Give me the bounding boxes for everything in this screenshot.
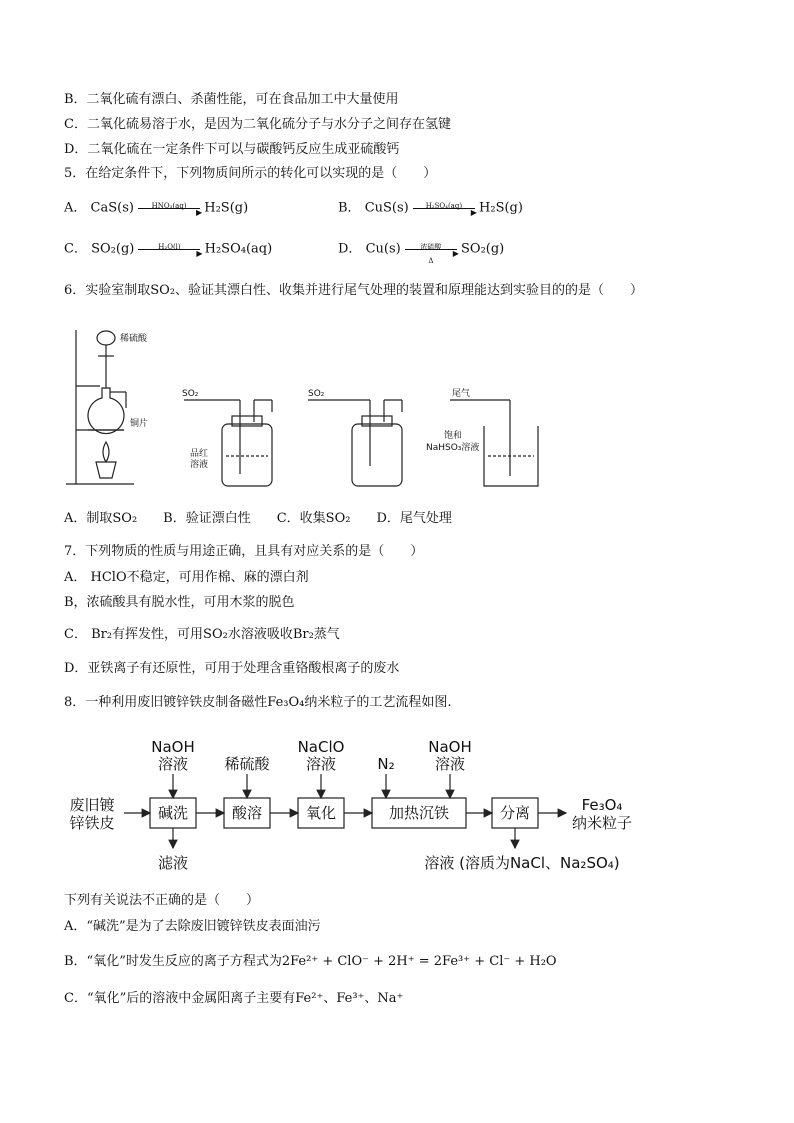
box3-label: 氧化 xyxy=(305,804,337,822)
box1-label: 碱洗 xyxy=(157,804,189,822)
input1-b: 溶液 xyxy=(157,755,189,773)
input5-a: NaOH xyxy=(428,738,472,756)
reaction-arrow: HNO₃(aq) ▶ xyxy=(138,199,200,217)
process-flowchart xyxy=(64,734,664,884)
product: H₂S(g) xyxy=(204,200,249,216)
box2-label: 酸溶 xyxy=(231,804,263,822)
q8-option-a: A．“碱洗”是为了去除废旧镀锌铁皮表面油污 xyxy=(64,919,321,934)
input5-b: 溶液 xyxy=(434,755,466,773)
box5-label: 分离 xyxy=(499,804,531,822)
option-label: C． xyxy=(64,241,87,257)
nahso3-label: NaHSO₃溶液 xyxy=(426,443,480,453)
so2-label-b: SO₂ xyxy=(182,389,199,399)
output2: 溶液 (溶质为NaCl、Na₂SO₄) xyxy=(424,854,620,872)
acid-label: 稀硫酸 xyxy=(120,334,148,344)
q5-option-c xyxy=(64,240,272,259)
input4: N₂ xyxy=(377,755,395,773)
condition: H₂SO₄(aq) xyxy=(425,202,463,210)
q8-ask: 下列有关说法不正确的是（ ） xyxy=(64,893,260,908)
apparatus-figure xyxy=(64,316,624,506)
start-label-1: 废旧镀 xyxy=(69,796,115,814)
q7-option-c: C． Br₂有挥发性，可用SO₂水溶液吸收Br₂蒸气 xyxy=(64,627,340,642)
input3-a: NaClO xyxy=(297,738,345,756)
output1: 滤液 xyxy=(157,854,189,872)
q7-option-b: B，浓硫酸具有脱水性，可用木浆的脱色 xyxy=(64,595,295,610)
product: SO₂(g) xyxy=(461,241,505,257)
reactant: Cu(s) xyxy=(365,241,401,257)
reactant: CuS(s) xyxy=(364,200,409,216)
q8-stem: 8．一种利用废旧镀锌铁皮制备磁性Fe₃O₄纳米粒子的工艺流程如图. xyxy=(64,695,452,710)
input1-a: NaOH xyxy=(151,738,195,756)
heat-symbol: Δ xyxy=(428,257,434,265)
q7-stem: 7．下列物质的性质与用途正确，且具有对应关系的是（ ） xyxy=(64,544,424,559)
q5-stem: 5．在给定条件下，下列物质间所示的转化可以实现的是（ ） xyxy=(64,166,437,181)
so2-label-c: SO₂ xyxy=(308,389,325,399)
pinhong-label: 品红 xyxy=(190,449,209,459)
start-label-2: 锌铁皮 xyxy=(69,814,115,832)
q6-stem: 6．实验室制取SO₂、验证其漂白性、收集并进行尾气处理的装置和原理能达到实验目的的是（ ） xyxy=(64,283,644,298)
option-label: D． xyxy=(338,241,362,257)
q7-option-d: D．亚铁离子有还原性，可用于处理含重铬酸根离子的废水 xyxy=(64,661,400,676)
q6-options: A．制取SO₂ B．验证漂白性 C．收集SO₂ D．尾气处理 xyxy=(64,511,452,526)
input2: 稀硫酸 xyxy=(224,755,270,773)
q8-option-c: C．“氧化”后的溶液中金属阳离子主要有Fe²⁺、Fe³⁺、Na⁺ xyxy=(64,991,404,1006)
q5-option-d xyxy=(338,240,505,265)
q8-option-b: B．“氧化”时发生反应的离子方程式为2Fe²⁺ + ClO⁻ + 2H⁺ = 2Fe³⁺ + Cl⁻ + H₂O xyxy=(64,954,557,969)
reaction-arrow: H₂O(l) ▶ xyxy=(138,240,200,258)
saturated-label: 饱和 xyxy=(444,431,463,441)
reactant: CaS(s) xyxy=(90,200,134,216)
pinhong-solution-label: 溶液 xyxy=(190,460,209,470)
option-label: A． xyxy=(64,200,87,216)
q4-option-d: D．二氧化硫在一定条件下可以与碳酸钙反应生成亚硫酸钙 xyxy=(64,142,400,157)
reactant: SO₂(g) xyxy=(91,241,135,257)
product-2: 纳米粒子 xyxy=(571,814,633,832)
q4-option-b: B．二氧化硫有漂白、杀菌性能，可在食品加工中大量使用 xyxy=(64,92,399,107)
q4-option-c: C．二氧化硫易溶于水，是因为二氧化硫分子与水分子之间存在氢键 xyxy=(64,117,451,132)
product-1: Fe₃O₄ xyxy=(581,796,623,814)
q5-option-b xyxy=(338,199,523,218)
reaction-arrow: H₂SO₄(aq) ▶ xyxy=(413,199,475,217)
q5-option-a xyxy=(64,199,248,218)
reaction-arrow: 浓硫酸 ▶ Δ xyxy=(405,240,457,258)
copper-label: 铜片 xyxy=(130,419,149,429)
product: H₂SO₄(aq) xyxy=(204,241,273,257)
condition: 浓硫酸 xyxy=(420,243,442,251)
condition: H₂O(l) xyxy=(158,243,181,251)
tail-gas-label: 尾气 xyxy=(452,389,471,399)
product: H₂S(g) xyxy=(479,200,523,216)
box4-label: 加热沉铁 xyxy=(388,804,450,822)
q7-option-a: A． HClO不稳定，可用作棉、麻的漂白剂 xyxy=(64,570,309,585)
input3-b: 溶液 xyxy=(305,755,337,773)
option-label: B． xyxy=(338,200,361,216)
condition: HNO₃(aq) xyxy=(151,202,187,210)
